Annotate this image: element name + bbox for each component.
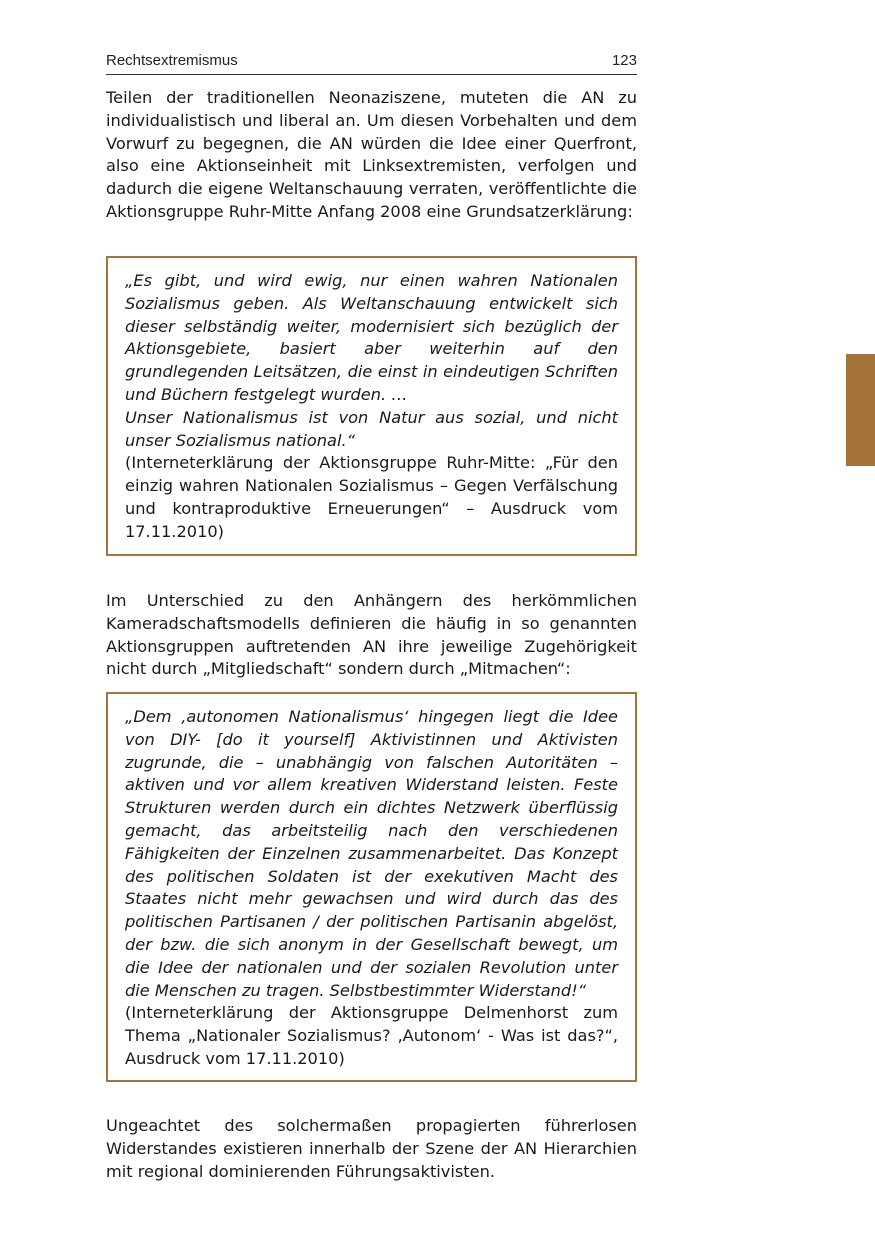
- body-paragraph-2: Im Unterschied zu den Anhängern des herkömmlichen Kameradschaftsmodells definieren die häufig in so genannten Aktionsgruppen auftretenden AN ihre jeweilige Zugehörigkeit nicht durch „Mitgliedschaft“ sondern durch „Mitmachen“:: [106, 591, 637, 679]
- quote-text-2: „Dem ‚autonomen Nationalismus‘ hingegen liegt die Idee von DIY- [do it yourself] Aktivistinnen und Aktivisten zugrunde, die – unabhängig von falschen Autoritäten – aktiven und vor allem kreativen Widerstand leisten. Feste Strukturen werden durch ein dichtes Netzwerk überflüssig gemacht, das arbeitsteilig nach den verschiedenen Fähigkeiten der Einzelnen zusammenarbeitet. Das Konzept des politischen Soldaten ist der exekutiven Macht des Staates nicht mehr gewachsen und wird durch das des politischen Partisanen / der politischen Partisanin abgelöst, der bzw. die sich anonym in der Gesellschaft bewegt, um die Idee der nationalen und der sozialen Revolution unter die Menschen zu tragen. Selbstbestimmter Widerstand!“: [125, 707, 618, 1000]
- quote-source-1: (Interneterklärung der Aktionsgruppe Ruhr-Mitte: „Für den einzig wahren Nationalen Sozialismus – Gegen Verfälschung und kontraproduktive Erneuerungen“ – Ausdruck vom 17.11.2010): [125, 453, 618, 541]
- running-title: Rechtsextremismus: [106, 52, 238, 69]
- quote-text-1b: Unser Nationalismus ist von Natur aus sozial, und nicht unser Sozialismus national.“: [125, 407, 618, 450]
- quote-box-ruhr-mitte: [106, 256, 637, 556]
- body-paragraph-1: Teilen der traditionellen Neonaziszene, muteten die AN zu individualistisch und liberal an. Um diesen Vorbehalten und dem Vorwurf zu begegnen, die AN würden die Idee einer Querfront, also eine Aktionseinheit mit Linksextremisten, verfolgen und dadurch die eigene Weltanschauung verraten, veröffentlichte die Aktionsgruppe Ruhr-Mitte Anfang 2008 eine Grundsatzerklärung:: [106, 88, 637, 221]
- quote-box-delmenhorst: [106, 692, 637, 1082]
- page-number: 123: [611, 52, 637, 69]
- page-header: [106, 50, 637, 75]
- body-paragraph-3: Ungeachtet des solchermaßen propagierten führerlosen Widerstandes existieren innerhalb der Szene der AN Hierarchien mit regional dominierenden Führungsaktivisten.: [106, 1116, 637, 1181]
- quote-source-2: (Interneterklärung der Aktionsgruppe Delmenhorst zum Thema „Nationaler Sozialismus? ‚Autonom‘ - Was ist das?“, Ausdruck vom 17.11.2010): [125, 1003, 618, 1068]
- chapter-thumb-tab: [846, 354, 875, 466]
- quote-text-1a: „Es gibt, und wird ewig, nur einen wahren Nationalen Sozialismus geben. Als Weltanschauung entwickelt sich dieser selbständig weiter, modernisiert sich bezüglich der Aktionsgebiete, basiert aber weiterhin auf den grundlegenden Leitsätzen, die einst in eindeutigen Schriften und Büchern festgelegt wurden. …: [125, 271, 618, 404]
